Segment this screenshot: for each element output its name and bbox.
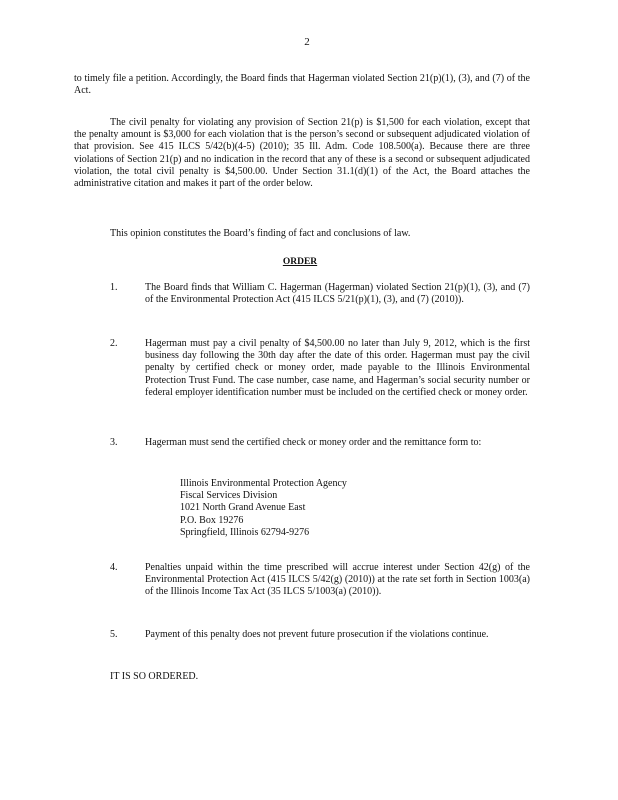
page-number: 2 <box>304 36 310 48</box>
order-item-number: 4. <box>110 562 118 573</box>
order-item-text: Hagerman must send the certified check or money order and the remittance form to: <box>145 437 482 448</box>
paragraph-continuation: to timely file a petition. Accordingly, the Board finds that Hagerman violated Section 21(p)(1), (3), and (7) of the Act. <box>74 73 530 97</box>
address-line-city: Springfield, Illinois 62794-9276 <box>180 526 310 538</box>
order-item-text: Penalties unpaid within the time prescribed will accrue interest under Section 42(g) of the Environmental Protection Act (415 ILCS 5/42(g) (2010)) at the rate set forth in Section 1003(a) of the Illinois Income Tax Act (35 ILCS 5/1003(a) (2010)). <box>145 562 530 598</box>
order-heading: ORDER <box>282 257 318 267</box>
remittance-address <box>180 478 420 539</box>
paragraph-civil-penalty: The civil penalty for violating any provision of Section 21(p) is $1,500 for each violation, except that the penalty amount is $3,000 for each violation that is the person’s second or subsequent adjudicated violation of that provision. See 415 ILCS 5/42(b)(4-5) (2010); 35 Ill. Adm. Code 108.500(a). Because there are three violations of Section 21(p) and no indication in the record that any of these is a second or subsequent adjudicated violation, the total civil penalty is $4,500.00. Under Section 31.1(d)(1) of the Act, the Board attaches the administrative citation and makes it part of the order below. <box>74 117 530 190</box>
address-line-po-box: P.O. Box 19276 <box>180 514 244 526</box>
order-item-text: Payment of this penalty does not prevent future prosecution if the violations continue. <box>145 629 489 640</box>
order-item-number: 3. <box>110 437 118 448</box>
address-line-division: Fiscal Services Division <box>180 490 278 502</box>
order-item-number: 2. <box>110 338 118 349</box>
address-line-agency: Illinois Environmental Protection Agency <box>180 478 347 489</box>
closing-statement: IT IS SO ORDERED. <box>110 671 199 682</box>
address-line-street: 1021 North Grand Avenue East <box>180 502 306 514</box>
order-item-number: 1. <box>110 282 118 293</box>
order-item-text: The Board finds that William C. Hagerman (Hagerman) violated Section 21(p)(1), (3), and (7) of the Environmental Protection Act (415 ILCS 5/21(p)(1), (3), and (7) (2010)). <box>145 282 530 306</box>
paragraph-opinion-statement: This opinion constitutes the Board’s finding of fact and conclusions of law. <box>110 228 411 239</box>
order-item-text: Hagerman must pay a civil penalty of $4,500.00 no later than July 9, 2012, which is the first business day following the 30th day after the date of this order. Hagerman must pay the civil penalty by certified check or money order, made payable to the Illinois Environmental Protection Trust Fund. The case number, case name, and Hagerman’s social security number or federal employer identification number must be included on the certified check or money order. <box>145 338 530 398</box>
order-item-number: 5. <box>110 629 118 640</box>
